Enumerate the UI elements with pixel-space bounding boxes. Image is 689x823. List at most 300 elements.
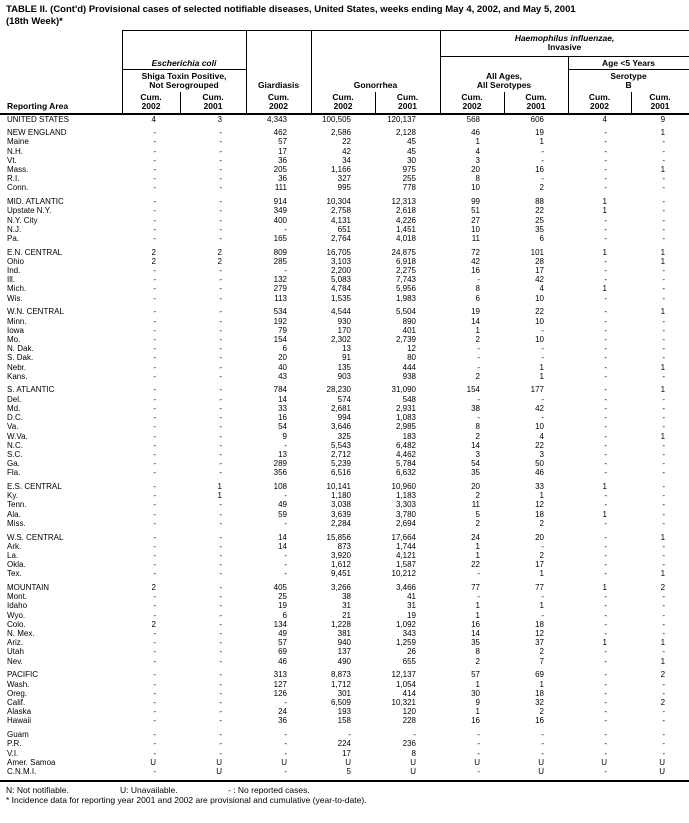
value-cell: -: [662, 325, 666, 335]
value-cell: -: [219, 431, 222, 441]
value-cell: -: [541, 739, 544, 749]
value-cell: 9: [282, 431, 287, 441]
value-cell: 2,618: [395, 206, 416, 216]
table-row: [0, 638, 689, 647]
all-ages-header: All Ages, All Serotypes: [440, 57, 568, 92]
value-cell: -: [219, 647, 222, 657]
value-cell: 1: [660, 431, 666, 441]
table-row: [0, 482, 689, 491]
value-cell: 20: [471, 165, 480, 175]
value-cell: -: [604, 592, 607, 602]
value-cell: 17: [535, 560, 544, 570]
value-cell: 1: [217, 482, 222, 492]
reporting-area-cell: Nev.: [7, 656, 23, 666]
value-cell: -: [604, 459, 607, 469]
reporting-area-cell: Alaska: [7, 707, 32, 717]
value-cell: 37: [535, 638, 544, 648]
value-cell: -: [662, 541, 666, 551]
reporting-area-cell: Del.: [7, 394, 22, 404]
table-row: [0, 542, 689, 551]
value-cell: -: [153, 656, 156, 666]
reporting-area-cell: PACIFIC: [7, 670, 38, 680]
giardiasis-box-top: [246, 31, 311, 57]
value-cell: 42: [342, 146, 351, 156]
value-cell: 30: [471, 688, 480, 698]
value-cell: -: [153, 550, 156, 560]
value-cell: -: [284, 550, 287, 560]
table-row: [0, 468, 689, 477]
value-cell: -: [153, 509, 156, 519]
value-cell: -: [153, 137, 156, 147]
value-cell: 2: [660, 670, 666, 680]
value-cell: -: [153, 569, 156, 579]
value-cell: -: [153, 491, 156, 501]
value-cell: -: [153, 146, 156, 156]
value-cell: 40: [278, 362, 287, 372]
value-cell: 2: [539, 647, 544, 657]
value-cell: 45: [407, 137, 416, 147]
value-cell: -: [662, 449, 666, 459]
value-cell: 313: [273, 670, 287, 680]
value-cell: -: [153, 482, 156, 492]
value-cell: 5: [346, 766, 351, 776]
value-cell: -: [477, 739, 480, 749]
value-cell: 126: [273, 688, 287, 698]
value-cell: 1: [475, 550, 480, 560]
table-body: [0, 114, 689, 777]
value-cell: -: [662, 688, 666, 698]
reporting-area-cell: Okla.: [7, 560, 26, 570]
value-cell: U: [601, 757, 607, 767]
value-cell: -: [284, 766, 287, 776]
value-cell: 2,302: [330, 334, 351, 344]
value-cell: -: [219, 233, 222, 243]
value-cell: 778: [402, 183, 416, 193]
value-cell: 1: [660, 656, 666, 666]
col-header-serotypeb-cum2002: Cum. 2002: [568, 92, 631, 114]
value-cell: 14: [471, 316, 480, 326]
value-cell: -: [153, 353, 156, 363]
value-cell: 1: [660, 247, 666, 257]
value-cell: 651: [337, 224, 351, 234]
value-cell: 2: [217, 256, 222, 266]
value-cell: -: [219, 459, 222, 469]
value-cell: -: [219, 215, 222, 225]
value-cell: 1: [539, 137, 544, 147]
value-cell: 192: [273, 316, 287, 326]
value-cell: 12,137: [391, 670, 416, 680]
table-row: [0, 385, 689, 394]
reporting-area-cell: Ariz.: [7, 638, 23, 648]
value-cell: -: [153, 707, 156, 717]
value-cell: U: [474, 757, 480, 767]
value-cell: 1,451: [395, 224, 416, 234]
value-cell: 574: [337, 394, 351, 404]
value-cell: 356: [273, 468, 287, 478]
value-cell: -: [477, 344, 480, 354]
reporting-area-cell: Ohio: [7, 256, 24, 266]
value-cell: -: [541, 174, 544, 184]
value-cell: 9: [660, 114, 666, 124]
value-cell: 349: [273, 206, 287, 216]
value-cell: -: [284, 491, 287, 501]
value-cell: -: [219, 353, 222, 363]
footnote-incidence: * Incidence data for reporting year 2001 and 2002 are provisional and cumulative (year-to-date).: [6, 795, 367, 806]
value-cell: 1: [475, 137, 480, 147]
value-cell: 8,873: [330, 670, 351, 680]
value-cell: -: [662, 334, 666, 344]
value-cell: -: [477, 569, 480, 579]
value-cell: 3,639: [330, 509, 351, 519]
value-cell: 1: [660, 362, 666, 372]
col-header-ecoli-cum2002: Cum. 2002: [122, 92, 180, 114]
value-cell: -: [153, 197, 156, 207]
reporting-area-cell: MOUNTAIN: [7, 583, 50, 593]
value-cell: -: [604, 629, 607, 639]
value-cell: -: [219, 610, 222, 620]
value-cell: -: [153, 394, 156, 404]
value-cell: 2,284: [330, 518, 351, 528]
value-cell: -: [541, 155, 544, 165]
value-cell: 1: [539, 679, 544, 689]
table-title: [6, 4, 683, 27]
value-cell: -: [604, 679, 607, 689]
shiga-toxin-header: Shiga Toxin Positive, Not Serogrouped: [122, 70, 246, 92]
value-cell: -: [662, 344, 666, 354]
value-cell: 2,758: [330, 206, 351, 216]
value-cell: -: [662, 610, 666, 620]
value-cell: -: [604, 128, 607, 138]
value-cell: -: [284, 224, 287, 234]
value-cell: -: [219, 344, 222, 354]
value-cell: -: [662, 482, 666, 492]
value-cell: -: [604, 422, 607, 432]
value-cell: 2: [475, 518, 480, 528]
value-cell: -: [153, 128, 156, 138]
value-cell: 6,509: [330, 697, 351, 707]
value-cell: 18: [535, 509, 544, 519]
value-cell: -: [662, 647, 666, 657]
reporting-area-cell: S.C.: [7, 449, 23, 459]
value-cell: 19: [535, 128, 544, 138]
value-cell: -: [284, 518, 287, 528]
value-cell: -: [219, 748, 222, 758]
table-row: [0, 156, 689, 165]
value-cell: -: [604, 670, 607, 680]
value-cell: 46: [471, 128, 480, 138]
value-cell: 51: [471, 206, 480, 216]
value-cell: 177: [530, 385, 544, 395]
value-cell: 57: [471, 670, 480, 680]
value-cell: 2: [660, 583, 666, 593]
value-cell: 17: [342, 748, 351, 758]
value-cell: -: [153, 215, 156, 225]
value-cell: 1: [475, 601, 480, 611]
value-cell: 2,128: [395, 128, 416, 138]
value-cell: 1: [660, 128, 666, 138]
value-cell: 11: [471, 233, 480, 243]
value-cell: -: [662, 266, 666, 276]
age-under5-header: Age <5 Years: [568, 57, 689, 70]
value-cell: 54: [278, 422, 287, 432]
value-cell: 54: [471, 459, 480, 469]
value-cell: -: [662, 739, 666, 749]
value-cell: -: [662, 679, 666, 689]
value-cell: -: [662, 293, 666, 303]
notifiable-diseases-table: [0, 30, 689, 783]
value-cell: 10,960: [391, 482, 416, 492]
value-cell: 9: [475, 697, 480, 707]
value-cell: -: [284, 440, 287, 450]
footnote-no-reported-cases: - : No reported cases.: [228, 784, 310, 795]
value-cell: -: [284, 569, 287, 579]
value-cell: -: [219, 155, 222, 165]
value-cell: 2: [475, 371, 480, 381]
value-cell: -: [219, 362, 222, 372]
value-cell: -: [604, 619, 607, 629]
value-cell: 1,259: [395, 638, 416, 648]
value-cell: -: [604, 316, 607, 326]
value-cell: -: [219, 325, 222, 335]
value-cell: 69: [535, 670, 544, 680]
value-cell: 17: [278, 146, 287, 156]
value-cell: -: [219, 334, 222, 344]
value-cell: -: [153, 748, 156, 758]
value-cell: 35: [535, 224, 544, 234]
value-cell: 42: [471, 256, 480, 266]
value-cell: -: [604, 266, 607, 276]
value-cell: -: [477, 748, 480, 758]
value-cell: -: [662, 353, 666, 363]
value-cell: -: [604, 532, 607, 542]
footnote-unavailable: U: Unavailable.: [120, 784, 178, 795]
value-cell: -: [662, 560, 666, 570]
value-cell: 655: [402, 656, 416, 666]
value-cell: 101: [530, 247, 544, 257]
value-cell: -: [662, 275, 666, 285]
value-cell: 77: [535, 583, 544, 593]
col-header-giardiasis-cum2002: Cum. 2002: [246, 92, 311, 114]
value-cell: 22: [535, 307, 544, 317]
table-row: [0, 647, 689, 656]
reporting-area-cell: Ark.: [7, 541, 22, 551]
table-row: [0, 510, 689, 519]
value-cell: 4,131: [330, 215, 351, 225]
value-cell: 2: [151, 619, 156, 629]
value-cell: -: [604, 440, 607, 450]
reporting-area-cell: N. Mex.: [7, 629, 35, 639]
table-row: [0, 432, 689, 441]
col-header-serotypeb-cum2001: Cum. 2001: [631, 92, 689, 114]
value-cell: 3,303: [395, 500, 416, 510]
value-cell: -: [348, 730, 351, 740]
value-cell: -: [662, 206, 666, 216]
table-row: [0, 114, 689, 124]
value-cell: U: [410, 766, 416, 776]
value-cell: -: [541, 592, 544, 602]
table-row: [0, 307, 689, 316]
table-row: [0, 716, 689, 725]
table-row: [0, 657, 689, 666]
value-cell: 22: [535, 440, 544, 450]
value-cell: -: [604, 403, 607, 413]
value-cell: 1: [539, 371, 544, 381]
value-cell: 8: [411, 748, 416, 758]
value-cell: 2: [151, 583, 156, 593]
value-cell: 2: [539, 518, 544, 528]
value-cell: -: [662, 316, 666, 326]
value-cell: 1,054: [395, 679, 416, 689]
table-row: [0, 670, 689, 679]
value-cell: -: [662, 459, 666, 469]
reporting-area-cell: W.N. CENTRAL: [7, 307, 64, 317]
reporting-area-cell: Idaho: [7, 601, 28, 611]
value-cell: -: [604, 739, 607, 749]
table-row: [0, 491, 689, 500]
reporting-area-cell: Guam: [7, 730, 29, 740]
value-cell: -: [477, 592, 480, 602]
value-cell: 24: [278, 707, 287, 717]
table-row: [0, 284, 689, 293]
value-cell: 3,780: [395, 509, 416, 519]
value-cell: -: [219, 619, 222, 629]
table-row: [0, 395, 689, 404]
value-cell: -: [219, 385, 222, 395]
value-cell: 2,681: [330, 403, 351, 413]
value-cell: -: [153, 592, 156, 602]
value-cell: -: [284, 748, 287, 758]
value-cell: 43: [278, 371, 287, 381]
value-cell: 414: [402, 688, 416, 698]
value-cell: -: [662, 146, 666, 156]
value-cell: 2,931: [395, 403, 416, 413]
col-header-hflu-cum2002: Cum. 2002: [440, 92, 504, 114]
value-cell: 19: [471, 307, 480, 317]
value-cell: -: [541, 344, 544, 354]
value-cell: -: [219, 592, 222, 602]
value-cell: -: [604, 716, 607, 726]
value-cell: 31: [407, 601, 416, 611]
value-cell: 3,920: [330, 550, 351, 560]
value-cell: 236: [402, 739, 416, 749]
value-cell: 26: [407, 647, 416, 657]
value-cell: 16: [535, 165, 544, 175]
value-cell: 2: [475, 334, 480, 344]
col-header-gonorrhea-cum2001: Cum. 2001: [375, 92, 440, 114]
reporting-area-cell: Oreg.: [7, 688, 28, 698]
value-cell: 154: [466, 385, 480, 395]
value-cell: 19: [407, 610, 416, 620]
value-cell: 4,121: [395, 550, 416, 560]
value-cell: -: [219, 500, 222, 510]
value-cell: 4: [151, 114, 156, 124]
value-cell: -: [604, 550, 607, 560]
table-row: [0, 225, 689, 234]
value-cell: 25: [535, 215, 544, 225]
value-cell: -: [662, 500, 666, 510]
value-cell: -: [153, 500, 156, 510]
value-cell: 490: [337, 656, 351, 666]
value-cell: -: [219, 293, 222, 303]
value-cell: -: [662, 716, 666, 726]
value-cell: 1,228: [330, 619, 351, 629]
value-cell: -: [153, 155, 156, 165]
reporting-area-cell: Ky.: [7, 491, 18, 501]
table-title-line2: (18th Week)*: [6, 15, 63, 27]
value-cell: 5,504: [395, 307, 416, 317]
reporting-area-cell: Utah: [7, 647, 24, 657]
value-cell: 13: [278, 449, 287, 459]
ecoli-group-header: Escherichia coli: [122, 57, 246, 70]
value-cell: 183: [402, 431, 416, 441]
value-cell: -: [604, 766, 607, 776]
value-cell: -: [153, 413, 156, 423]
reporting-area-header: Reporting Area: [0, 31, 122, 114]
value-cell: -: [219, 174, 222, 184]
value-cell: 5,543: [330, 440, 351, 450]
value-cell: -: [604, 353, 607, 363]
value-cell: 80: [407, 353, 416, 363]
value-cell: -: [153, 183, 156, 193]
value-cell: 2,764: [330, 233, 351, 243]
value-cell: -: [604, 697, 607, 707]
value-cell: -: [284, 560, 287, 570]
value-cell: -: [662, 440, 666, 450]
value-cell: -: [604, 215, 607, 225]
value-cell: 1: [660, 307, 666, 317]
value-cell: 994: [337, 413, 351, 423]
value-cell: -: [604, 146, 607, 156]
reporting-area-cell: Wis.: [7, 293, 23, 303]
reporting-area-cell: E.N. CENTRAL: [7, 247, 63, 257]
value-cell: -: [662, 284, 666, 294]
reporting-area-cell: Amer. Samoa: [7, 757, 56, 767]
value-cell: 325: [337, 431, 351, 441]
value-cell: -: [219, 449, 222, 459]
value-cell: -: [153, 468, 156, 478]
table-row: [0, 441, 689, 450]
value-cell: -: [662, 748, 666, 758]
value-cell: 1: [602, 583, 607, 593]
value-cell: 170: [337, 325, 351, 335]
value-cell: -: [604, 610, 607, 620]
value-cell: 120,137: [387, 114, 416, 124]
value-cell: U: [216, 766, 222, 776]
value-cell: 2: [539, 707, 544, 717]
value-cell: 1: [602, 284, 607, 294]
value-cell: -: [477, 730, 480, 740]
value-cell: U: [410, 757, 416, 767]
value-cell: 2: [475, 431, 480, 441]
value-cell: 20: [278, 353, 287, 363]
value-cell: -: [153, 316, 156, 326]
value-cell: -: [219, 197, 222, 207]
value-cell: 1: [602, 206, 607, 216]
value-cell: -: [219, 569, 222, 579]
value-cell: -: [153, 344, 156, 354]
value-cell: 18: [535, 688, 544, 698]
value-cell: 6: [282, 344, 287, 354]
reporting-area-cell: Wyo.: [7, 610, 26, 620]
value-cell: -: [604, 155, 607, 165]
value-cell: -: [604, 491, 607, 501]
value-cell: -: [662, 137, 666, 147]
value-cell: 4,343: [266, 114, 287, 124]
value-cell: 6,632: [395, 468, 416, 478]
value-cell: 8: [475, 422, 480, 432]
value-cell: U: [281, 757, 287, 767]
value-cell: -: [153, 610, 156, 620]
